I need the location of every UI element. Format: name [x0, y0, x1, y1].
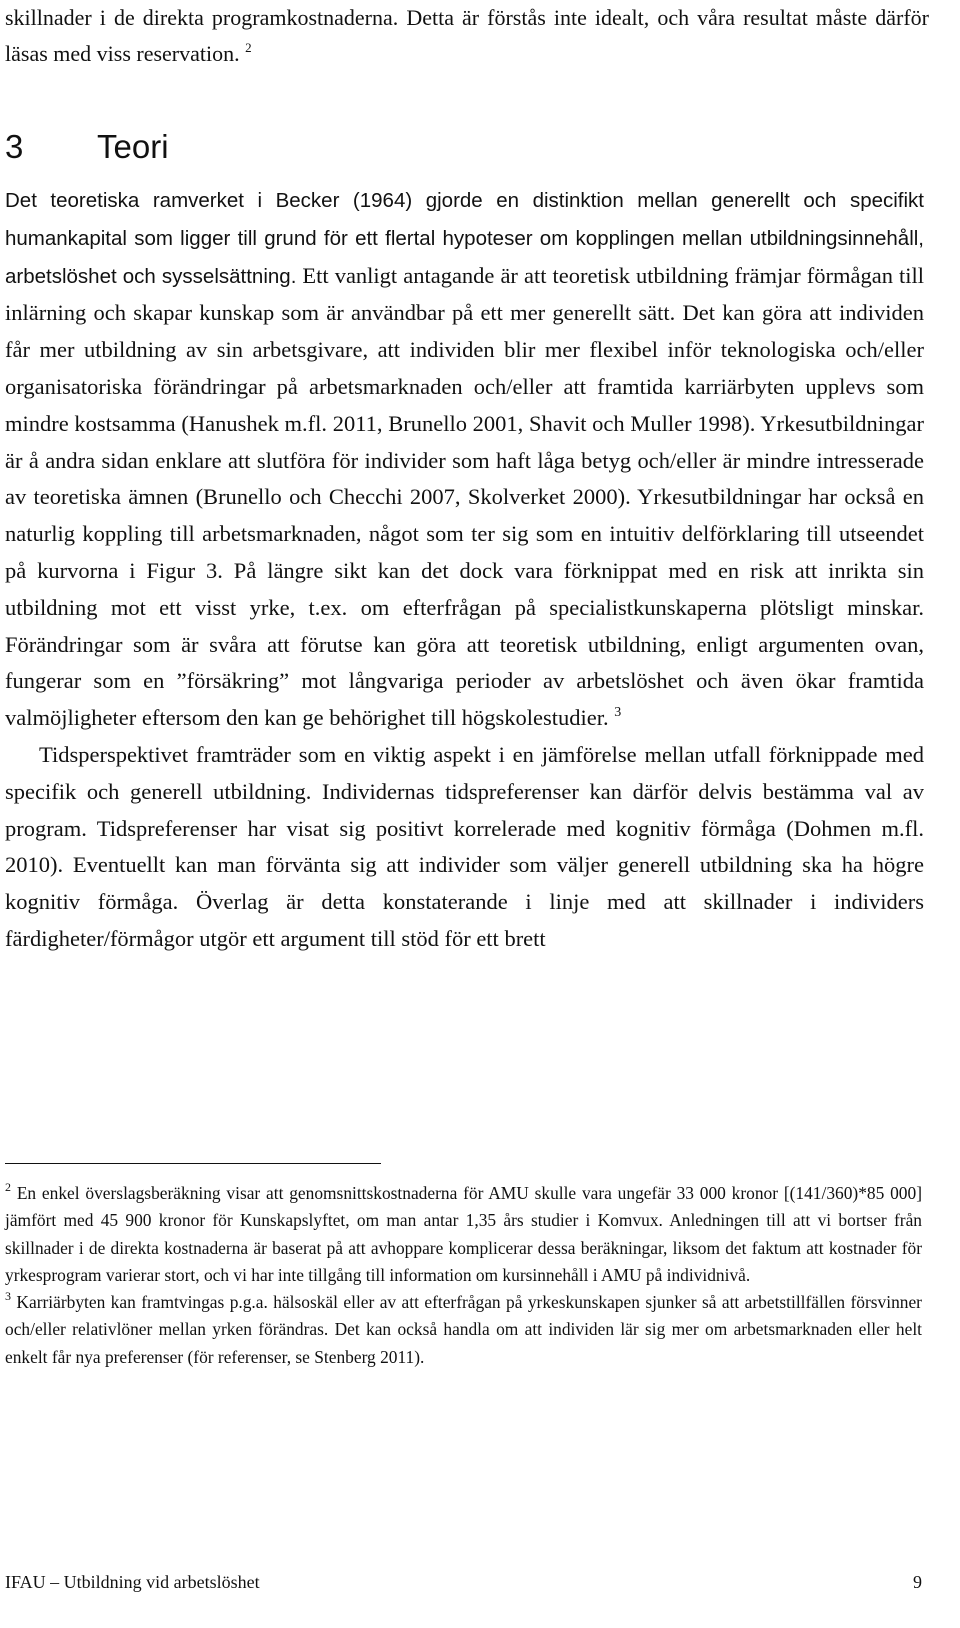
footnote-2 — [5, 1180, 922, 1289]
footnotes — [5, 1180, 922, 1371]
footer-title: IFAU – Utbildning vid arbetslöshet — [5, 1572, 260, 1592]
page-number: 9 — [913, 1572, 922, 1592]
section-heading — [5, 128, 169, 166]
continued-paragraph — [5, 0, 929, 72]
continued-paragraph-body: skillnader i de direkta programkostnaderna. Detta är förstås inte idealt, och våra resultat måste därför läsas med viss reservation. — [5, 5, 929, 66]
section-body — [5, 182, 924, 958]
footnote-3-text: Karriärbyten kan framtvingas p.g.a. hälsoskäl eller av att efterfrågan på yrkeskunskapen sjunker så att arbetstillfällen försvinner och/eller relativlöner mellan yrken förändras. Det kan också handla om att individen lär sig mer om arbetsmarknaden eller helt enkelt får nya preferenser (för referenser, se Stenberg 2011). — [5, 1292, 922, 1367]
paragraph-1-serif-part: Ett vanligt antagande är att teoretisk utbildning främjar förmågan till inlärning och skapar kunskap som är användbar på ett mer generellt sätt. Det kan göra att individen får mer utbildning av sin arbetsgivare, att individen blir mer flexibel inför teknologiska och/eller organisatoriska förändringar på arbetsmarknaden och/eller att framtida karriärbyten upplevs som mindre kostsamma (Hanushek m.fl. 2011, Brunello 2001, Shavit och Muller 1998). Yrkesutbildningar är å andra sidan enklare att slutföra för individer som haft låga betyg och/eller är mindre intresserade av teoretiska ämnen (Brunello och Checchi 2007, Skolverket 2000). Yrkesutbildningar har också en naturlig koppling till arbetsmarknaden, något som ter sig som en intuitiv delförklaring till utseendet på kurvorna i Figur 3. På längre sikt kan det dock vara förknippat med en risk att inrikta sin utbildning mot ett visst yrke, t.ex. om efterfrågan på specialistkunskaperna plötsligt minskar. Förändringar som är svåra att förutse kan göra att teoretisk utbildning, enligt argumenten ovan, fungerar som en ”försäkring” mot långvariga perioder av arbetslöshet och även ökar framtida valmöjligheter eftersom den kan ge behörighet till högskolestudier. — [5, 262, 924, 731]
paragraph-1-sans-part: Det teoretiska ramverket i Becker (1964) gjorde en distinktion mellan generellt och specifikt humankapital som ligger till grund för ett flertal hypoteser om kopplingen mellan utbildningsinnehåll, arbetslöshet och sysselsättning. — [5, 189, 924, 288]
footnote-ref-2: 2 — [245, 40, 252, 55]
continued-paragraph-text — [5, 0, 929, 72]
footnote-2-text: En enkel överslagsberäkning visar att genomsnittskostnaderna för AMU skulle vara ungefär 33 000 kronor [(141/360)*85 000] jämfört med 45 900 kronor för Kunskapslyftet, om man antar 1,35 års studier i Komvux. Anledningen till att vi bortser från skillnader i de direkta kostnaderna är baserat på att avhoppare komplicerar dessa beräkningar, liksom det faktum att kostnader för yrkesprogram varierar stort, och vi har inte tillgång till information om kursinnehåll i AMU på individnivå. — [5, 1183, 922, 1285]
paragraph-1 — [5, 182, 924, 737]
footnote-2-number: 2 — [5, 1180, 11, 1194]
section-number: 3 — [5, 128, 24, 165]
footnote-separator — [5, 1163, 381, 1164]
footnote-3 — [5, 1289, 922, 1371]
section-title: Teori — [97, 128, 169, 165]
paragraph-2: Tidsperspektivet framträder som en viktig aspekt i en jämförelse mellan utfall förknippade med specifik och generell utbildning. Individernas tidspreferenser kan därför delvis bestämma val av program. Tidspreferenser har visat sig positivt korrelerade med kognitiv förmåga (Dohmen m.fl. 2010). Eventuellt kan man förvänta sig att individer som väljer generell utbildning ska ha högre kognitiv förmåga. Överlag är detta konstaterande i linje med att skillnader i individers färdigheter/förmågor utgör ett argument till stöd för ett brett — [5, 741, 924, 951]
footnote-3-number: 3 — [5, 1289, 11, 1304]
footnote-ref-3: 3 — [614, 705, 622, 721]
